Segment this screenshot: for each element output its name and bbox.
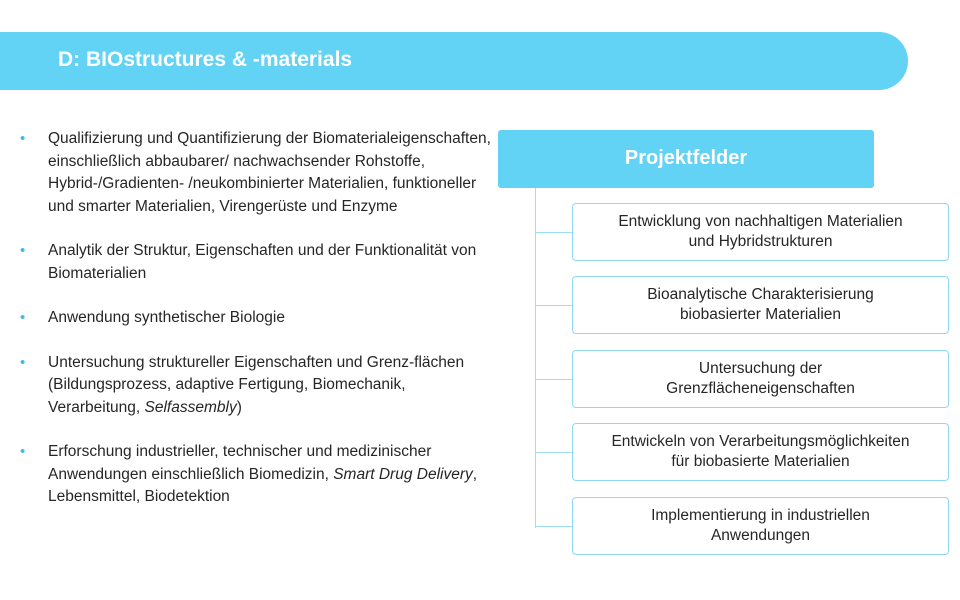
bullet-text	[48, 128, 495, 218]
projektfeld-line: und Hybridstrukturen	[688, 233, 833, 250]
projektfeld-line: Untersuchung der	[698, 360, 823, 377]
bullet-text-part: , Lebensmittel, Biodetektion	[48, 465, 478, 505]
projektfeld-line: Implementierung in industriellen	[651, 507, 870, 524]
projektfeld-box	[572, 497, 949, 555]
bullet-text	[48, 352, 495, 420]
bullet-text-italic: Smart Drug Delivery	[333, 465, 473, 483]
bullet-text-italic: Selfassembly	[144, 398, 237, 416]
bullet-text-part: Anwendung synthetischer Biologie	[48, 309, 285, 326]
bullet-dot-icon: •	[20, 353, 26, 371]
bullet-dot-icon: •	[20, 309, 26, 326]
projektfeld-line: Bioanalytische Charakterisierung	[647, 286, 874, 303]
bullet-item	[20, 441, 495, 509]
bullet-text-part: Analytik der Struktur, Eigenschaften und der Funktionalität von Biomaterialien	[48, 242, 477, 282]
section-title: D: BIOstructures & -materials	[58, 48, 353, 71]
bullet-dot-icon: •	[20, 130, 26, 147]
projektfeld-line: für biobasierte Materialien	[671, 453, 850, 470]
bullet-text-part: Erforschung industrieller, technischer und medizinischer Anwendungen einschließlich Biomedizin,	[48, 443, 432, 483]
connector-line	[535, 305, 573, 306]
connector-line	[535, 379, 573, 380]
connector-line	[535, 452, 573, 453]
section-header-bar	[0, 32, 908, 90]
bullet-dot-icon: •	[20, 242, 26, 259]
projektfeld-box	[572, 203, 949, 261]
bullet-item	[20, 128, 495, 218]
projektfelder-header: Projektfelder	[498, 130, 874, 188]
projektfeld-line: Grenzflächeneigenschaften	[666, 380, 855, 397]
bullet-item	[20, 352, 495, 420]
projektfeld-line: Entwicklung von nachhaltigen Materialien	[618, 213, 903, 230]
projektfeld-box	[572, 350, 949, 408]
projektfeld-box	[572, 423, 949, 481]
bullet-dot-icon: •	[20, 443, 26, 460]
bullet-text-part: Untersuchung struktureller Eigenschaften und Grenz-flächen (Bildungsprozess, adaptive Fertigung, Biomechanik, Verarbeitung,	[48, 353, 465, 416]
bullet-text	[48, 307, 495, 330]
bullet-text	[48, 441, 495, 509]
connector-line	[535, 232, 573, 233]
projektfeld-line: Entwickeln von Verarbeitungsmöglichkeiten	[611, 433, 910, 450]
bullet-list	[20, 128, 495, 531]
projektfeld-line: biobasierter Materialien	[679, 306, 842, 323]
bullet-item	[20, 240, 495, 285]
bullet-text	[48, 240, 495, 285]
connector-line	[535, 526, 573, 527]
connector-vertical-line	[535, 188, 536, 528]
bullet-item	[20, 307, 495, 330]
bullet-text-part: Qualifizierung und Quantifizierung der Biomaterialeigenschaften, einschließlich abbaubarer/ nachwachsender Rohstoffe, Hybrid-/Gradienten- /neukombinierter Materialien, funktioneller und smarter Materialien, Virengerüste und Enzyme	[48, 130, 491, 215]
bullet-text-part: )	[236, 398, 242, 416]
projektfeld-box	[572, 276, 949, 334]
projektfeld-line: Anwendungen	[710, 527, 811, 544]
